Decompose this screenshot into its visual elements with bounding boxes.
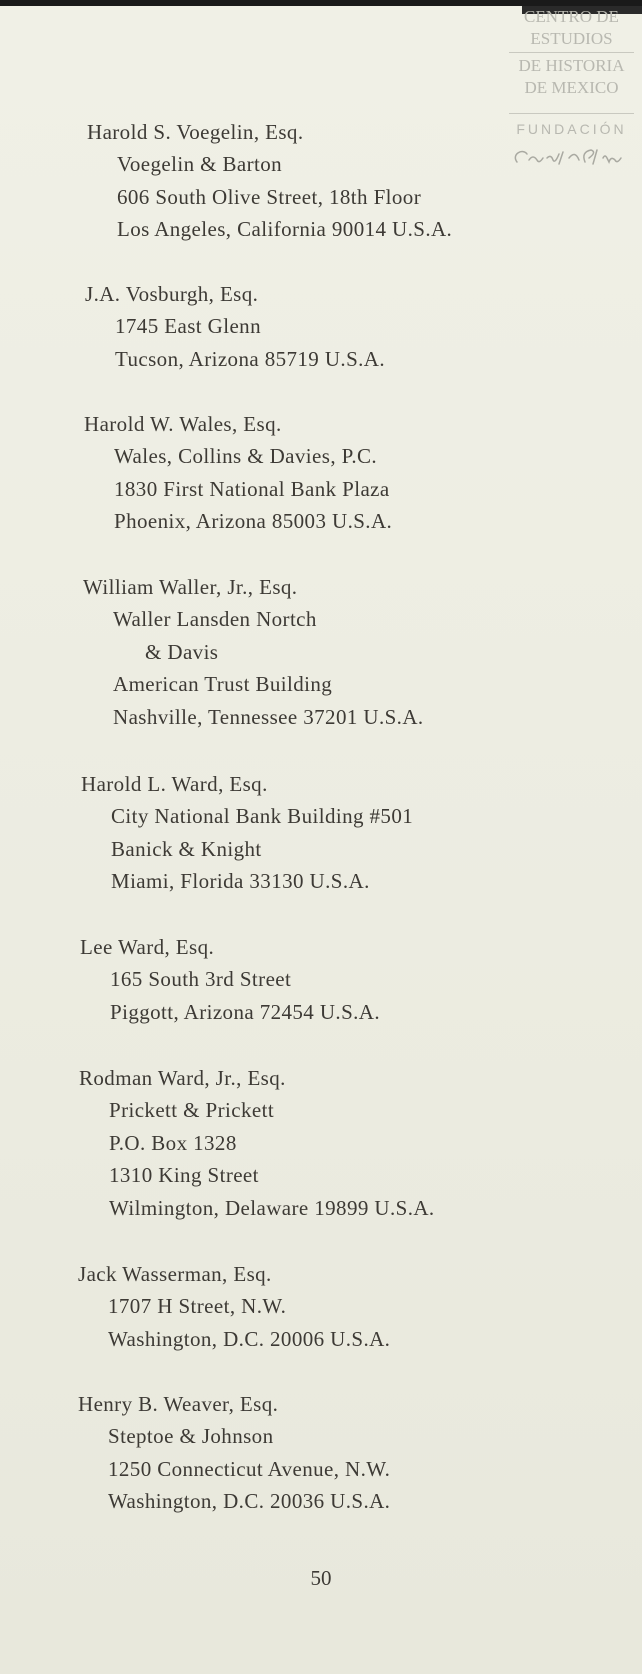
entry-name: J.A. Vosburgh, Esq. [85,282,259,306]
stamp-rule [509,52,634,53]
address-entry [78,1258,390,1355]
entry-line: Tucson, Arizona 85719 U.S.A. [115,346,386,371]
entry-line: 1830 First National Bank Plaza [114,476,390,501]
stamp-line-3: DE HISTORIA [518,56,625,75]
address-entry [78,1388,390,1518]
entry-line: Los Angeles, California 90014 U.S.A. [117,217,453,242]
entry-line: American Trust Building [113,672,333,697]
entry-line: & Davis [145,639,219,664]
entry-line: 1745 East Glenn [115,314,261,339]
entry-line: Steptoe & Johnson [108,1424,274,1449]
stamp-line-2: ESTUDIOS [530,29,613,48]
address-entry [84,408,392,538]
entry-line: 1707 H Street, N.W. [108,1294,287,1319]
address-entry [79,1062,435,1224]
entry-name: Harold L. Ward, Esq. [81,772,268,796]
entry-line: Phoenix, Arizona 85003 U.S.A. [114,509,393,534]
entry-line: P.O. Box 1328 [109,1130,237,1155]
entry-line: Piggott, Arizona 72454 U.S.A. [110,999,381,1024]
signature-mark [509,144,634,176]
stamp-line-4: DE MEXICO [524,78,619,97]
entry-line: 1250 Connecticut Avenue, N.W. [108,1456,391,1481]
address-entry [87,116,452,246]
entry-name: William Waller, Jr., Esq. [83,575,298,599]
address-entry [85,278,385,375]
stamp-line-1: CENTRO DE [524,7,619,26]
address-entry [80,931,380,1028]
address-entry [81,768,413,898]
entry-line: 1310 King Street [109,1163,259,1188]
stamp-foundation: FUNDACIÓN [509,113,634,140]
entry-line: Prickett & Prickett [109,1098,275,1123]
entry-line: Washington, D.C. 20036 U.S.A. [108,1489,391,1514]
entry-line: Wilmington, Delaware 19899 U.S.A. [109,1195,435,1220]
entry-line: Washington, D.C. 20006 U.S.A. [108,1326,391,1351]
entry-name: Henry B. Weaver, Esq. [78,1392,279,1416]
entry-line: City National Bank Building #501 [111,804,414,829]
entry-name: Rodman Ward, Jr., Esq. [79,1066,286,1090]
entry-name: Harold S. Voegelin, Esq. [87,120,304,144]
document-page [0,6,642,1674]
address-entry [83,571,424,733]
entry-line: Nashville, Tennessee 37201 U.S.A. [113,704,424,729]
entry-name: Jack Wasserman, Esq. [78,1262,272,1286]
entry-line: 606 South Olive Street, 18th Floor [117,184,422,209]
page-number: 50 [310,1566,332,1590]
archive-stamp [509,6,634,176]
entry-line: Miami, Florida 33130 U.S.A. [111,869,370,894]
entry-line: Banick & Knight [111,836,262,861]
entry-line: Wales, Collins & Davies, P.C. [114,444,378,469]
entry-name: Lee Ward, Esq. [80,935,215,959]
entry-line: Voegelin & Barton [117,152,283,177]
entry-line: 165 South 3rd Street [110,967,292,992]
entry-line: Waller Lansden Nortch [113,607,317,632]
signature-icon [509,144,634,170]
entry-name: Harold W. Wales, Esq. [84,412,282,436]
